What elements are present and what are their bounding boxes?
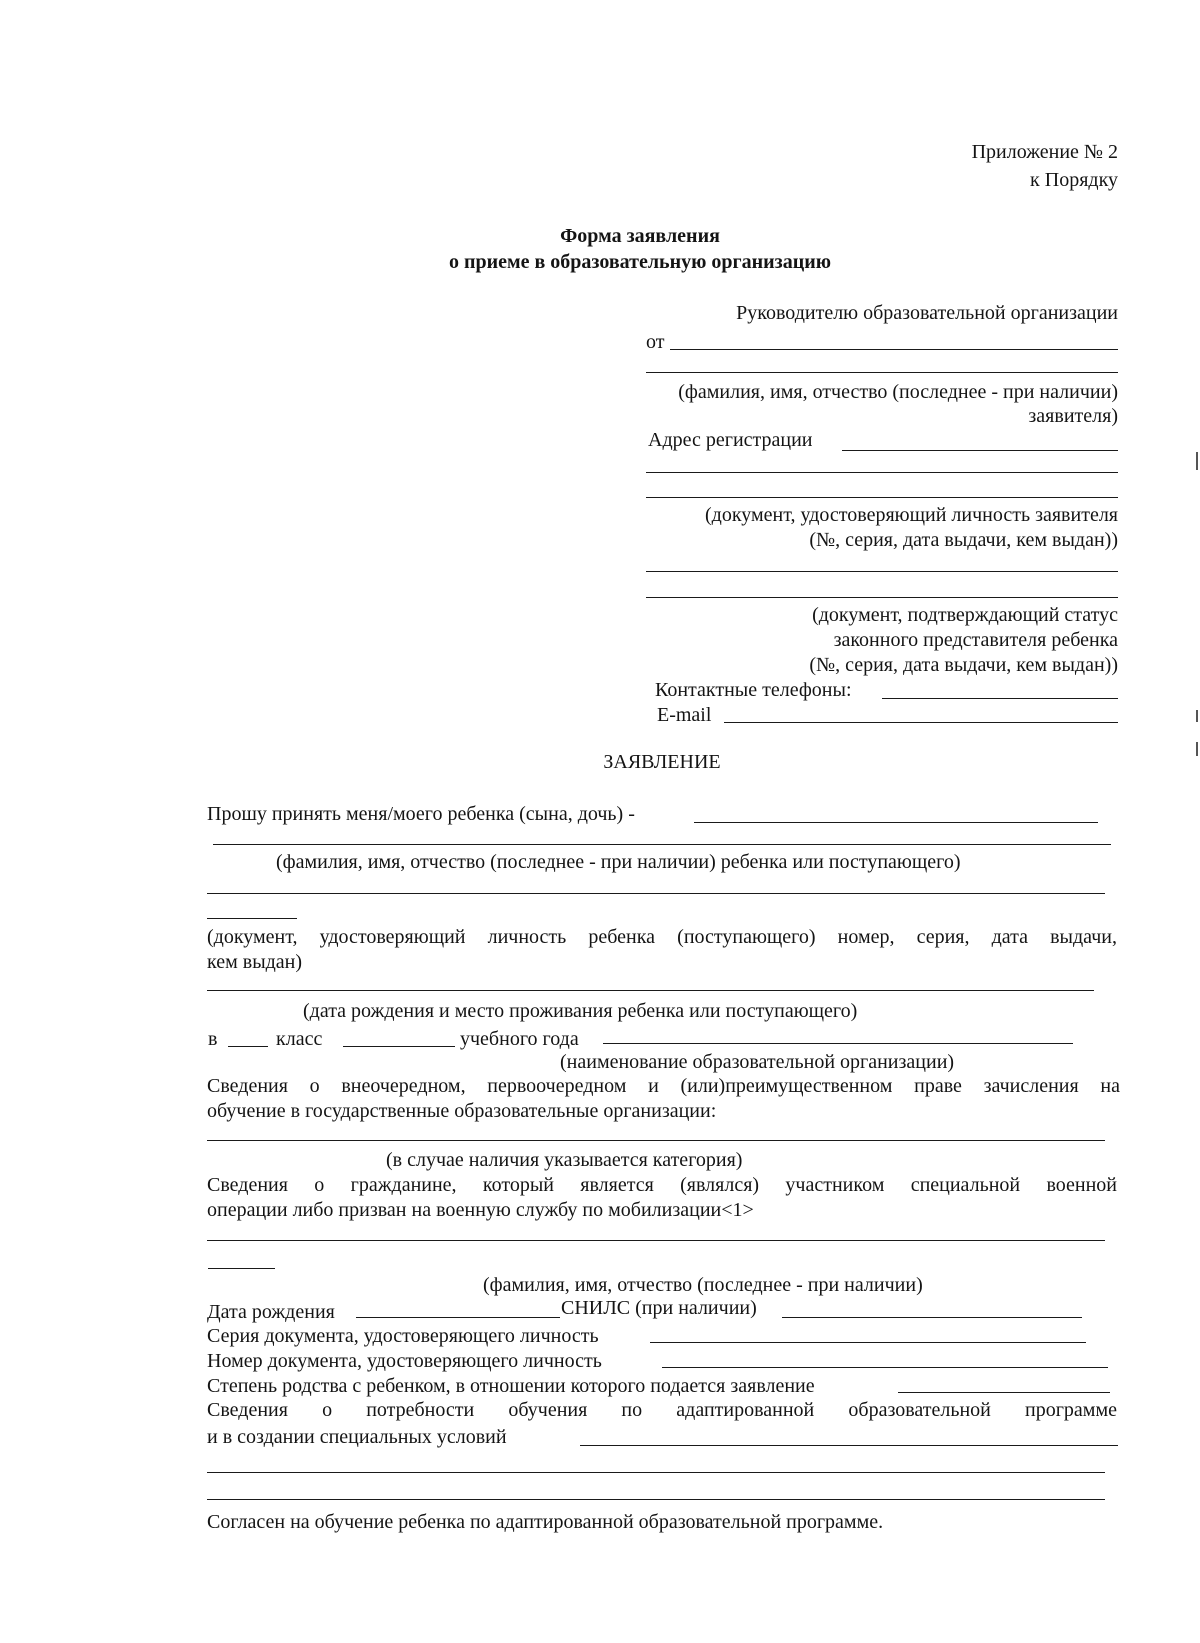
child-doc-caption-2: кем выдан) [207,951,303,973]
svo-text: Сведения о гражданине, который является (являлся) участником специальной военной [207,1174,1117,1196]
class-label: класс [276,1028,323,1050]
applicant-name-line[interactable] [670,349,1118,350]
scan-mark [1196,710,1198,722]
birth-date-line[interactable] [356,1317,560,1318]
child-name-line-2[interactable] [213,844,1111,845]
child-doc-line-2[interactable] [207,918,297,919]
address-line-2[interactable] [646,472,1118,473]
status-doc-caption-2: законного представителя ребенка [833,629,1118,651]
kinship-line[interactable] [898,1392,1110,1393]
address-line-3[interactable] [646,497,1118,498]
id-doc-caption: (документ, удостоверяющий личность заявителя [705,504,1118,526]
address-label: Адрес регистрации [648,429,813,451]
birth-date-label: Дата рождения [207,1301,335,1323]
adapted-text: Сведения о потребности обучения по адаптированной образовательной программе [207,1399,1117,1421]
adapted-line-1[interactable] [580,1445,1118,1446]
applicant-name-line-2[interactable] [646,372,1118,373]
child-fio-caption: (фамилия, имя, отчество (последнее - при наличии) ребенка или поступающего) [276,851,961,873]
scan-mark [1196,452,1198,470]
scan-mark [1196,742,1198,756]
org-caption: (наименование образовательной организации) [560,1051,955,1073]
consent-text: Согласен на обучение ребенка по адаптированной образовательной программе. [207,1511,884,1533]
org-name-line[interactable] [603,1043,1073,1044]
adapted-text-2: и в создании специальных условий [207,1426,507,1448]
status-doc-line-2[interactable] [646,597,1118,598]
in-label: в [208,1028,218,1050]
svo-text-2: операции либо призван на военную службу по мобилизации<1> [207,1199,754,1221]
adapted-line-3[interactable] [207,1499,1105,1500]
email-line[interactable] [724,722,1118,723]
snils-label: СНИЛС (при наличии) [561,1297,757,1319]
from-label: от [646,331,665,353]
child-doc-caption: (документ, удостоверяющий личность ребенка (поступающего) номер, серия, дата выдачи, [207,926,1117,948]
category-caption: (в случае наличия указывается категория) [386,1149,743,1171]
birth-caption: (дата рождения и место проживания ребенка или поступающего) [303,1000,858,1022]
appendix-reference: к Порядку [1030,169,1118,191]
request-text: Прошу принять меня/моего ребенка (сына, дочь) - [207,803,635,825]
form-title: Форма заявления [560,225,720,247]
appendix-number: Приложение № 2 [971,141,1118,163]
svo-line-2[interactable] [208,1268,275,1269]
svo-fio-caption: (фамилия, имя, отчество (последнее - при наличии) [483,1274,923,1296]
addressee-to: Руководителю образовательной организации [736,302,1118,324]
child-name-line-1[interactable] [694,822,1098,823]
email-label: E-mail [657,704,712,726]
status-doc-caption-3: (№, серия, дата выдачи, кем выдан)) [809,654,1118,676]
id-doc-caption-2: (№, серия, дата выдачи, кем выдан)) [809,529,1118,551]
address-line-1[interactable] [842,450,1118,451]
status-doc-caption: (документ, подтверждающий статус [812,604,1118,626]
adapted-line-2[interactable] [207,1472,1105,1473]
form-subtitle: о приеме в образовательную организацию [448,251,832,273]
applicant-fio-caption-2: заявителя) [1028,405,1118,427]
priority-text: Сведения о внеочередном, первоочередном и (или)преимущественном праве зачисления на [207,1075,1120,1097]
status-doc-line-1[interactable] [646,571,1118,572]
doc-series-label: Серия документа, удостоверяющего личность [207,1325,599,1347]
applicant-fio-caption: (фамилия, имя, отчество (последнее - при наличии) [678,381,1118,403]
year-label: учебного года [460,1028,579,1050]
snils-line[interactable] [782,1317,1082,1318]
doc-series-line[interactable] [650,1342,1086,1343]
kinship-label: Степень родства с ребенком, в отношении которого подается заявление [207,1375,815,1397]
doc-number-label: Номер документа, удостоверяющего личность [207,1350,602,1372]
doc-number-line[interactable] [662,1367,1108,1368]
child-doc-line-1[interactable] [207,893,1105,894]
statement-heading: ЗАЯВЛЕНИЕ [603,751,721,773]
priority-text-2: обучение в государственные образовательные организации: [207,1100,717,1122]
phones-label: Контактные телефоны: [655,679,852,701]
svo-line-1[interactable] [207,1240,1105,1241]
birth-line[interactable] [207,990,1094,991]
grade-number-line[interactable] [228,1046,268,1047]
school-year-line[interactable] [343,1046,455,1047]
priority-line[interactable] [207,1140,1105,1141]
phones-line[interactable] [882,698,1118,699]
